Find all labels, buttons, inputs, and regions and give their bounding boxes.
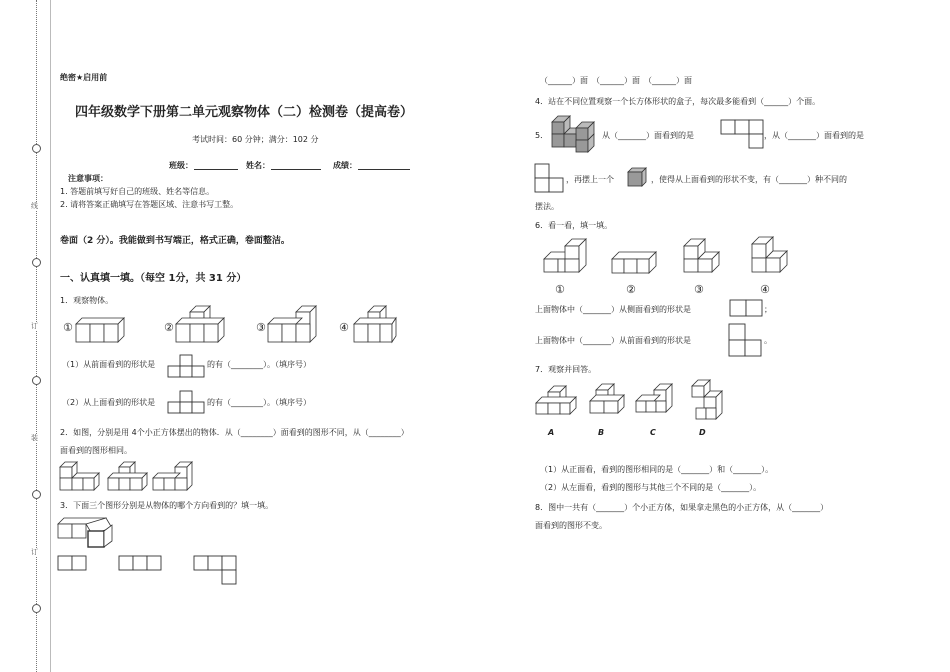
binding-hole: [32, 604, 41, 613]
q5-text-e: 摆法。: [535, 202, 559, 211]
q1-label: ③: [256, 321, 266, 334]
exam-info: 考试时间：60 分钟；满分：102 分: [192, 135, 319, 144]
q1-part1-text: （1）从前面看到的形状是: [62, 360, 156, 369]
page-border: [50, 0, 51, 672]
binding-dotted-line: [36, 0, 37, 672]
binding-margin: [0, 0, 48, 672]
neatness-line: 卷面（2 分）。我能做到书写端正，格式正确，卷面整洁。: [60, 236, 290, 246]
q6-figure-1: [544, 240, 588, 280]
name-field[interactable]: [271, 169, 321, 170]
q1-figure-2: [176, 310, 226, 342]
q3-stem: 3．下面三个图形分别是从物体的哪个方向看到的？填一填。: [60, 501, 274, 510]
q1-part2-shape: [168, 391, 204, 413]
binding-label: 订: [31, 322, 38, 330]
q7-figure-b: [590, 384, 626, 420]
q8-line1[interactable]: 8．图中一共有（_______）个小正方体，如果拿走黑色的小正方体，从（_______）: [535, 503, 829, 512]
q7-label: A: [548, 428, 555, 437]
q6-line2-end: 。: [764, 336, 772, 345]
q5-text-a[interactable]: 从（_______）面看到的是: [602, 131, 694, 140]
q6-label: ③: [694, 283, 704, 296]
binding-label: 订: [31, 548, 38, 556]
q7-label: B: [598, 428, 605, 437]
q1-part2-text: （2）从上面看到的形状是: [62, 398, 156, 407]
binding-hole: [32, 490, 41, 499]
page-title: 四年级数学下册第二单元观察物体（二）检测卷（提高卷）: [75, 105, 414, 120]
q5-view-2: [535, 164, 565, 192]
q6-shape-2: [729, 324, 761, 356]
name-label: 姓名：: [246, 161, 270, 170]
q1-part1-shape: [168, 355, 204, 377]
q5-text-b[interactable]: ，从（_______）面看到的是: [764, 131, 864, 140]
q2-line1: 2．如图，分别是用 4个小正方体摆出的物体．从（________）面看到的图形不同，从（________）: [60, 428, 409, 437]
q2-line2: 面看到的图形相同。: [60, 446, 132, 455]
q5-object: [552, 116, 598, 154]
q3-view-3: [194, 556, 236, 584]
q7-label: C: [650, 428, 656, 437]
q1-stem: 1．观察物体。: [60, 296, 114, 305]
q6-figure-4: [752, 236, 788, 280]
q3-object: [58, 518, 114, 548]
q8-line2: 面看到的图形不变。: [535, 521, 607, 530]
q6-line1[interactable]: 上面物体中（_______）从侧面看到的形状是: [535, 305, 691, 314]
q5-text-c: ，再摆上一个: [566, 175, 614, 184]
class-label: 班级：: [169, 161, 193, 170]
q1-label: ①: [63, 321, 73, 334]
q6-label: ①: [555, 283, 565, 296]
q3-view-2: [119, 556, 161, 570]
q5-text-d[interactable]: ，使得从上面看到的形状不变，有（_______）种不同的: [651, 175, 847, 184]
q1-label: ②: [164, 321, 174, 334]
q2-figure-1: [60, 461, 100, 491]
q1-figure-3: [268, 310, 318, 342]
q7-part2[interactable]: （2）从左面看，看到的图形与其他三个不同的是（_______）。: [540, 483, 762, 492]
secret-label: 绝密★启用前: [60, 73, 108, 82]
notes-item: 1. 答题前填写好自己的班级、姓名等信息。: [60, 187, 215, 196]
q1-part1-answer[interactable]: 的有（________）。（填序号）: [207, 360, 311, 369]
notes-heading: 注意事项：: [68, 174, 108, 183]
binding-label: 线: [31, 202, 38, 210]
cube-icon: [628, 168, 648, 188]
binding-hole: [32, 376, 41, 385]
q1-label: ④: [339, 321, 349, 334]
q5-number: 5．: [535, 131, 549, 140]
notes-item: 2. 请将答案正确填写在答题区域、注意书写工整。: [60, 200, 239, 209]
q6-figure-2: [612, 252, 658, 280]
q7-label: D: [699, 428, 706, 437]
q2-figure-2: [108, 461, 148, 491]
q6-shape-1: [730, 300, 762, 316]
score-label: 成绩：: [333, 161, 357, 170]
score-field[interactable]: [358, 169, 410, 170]
q3-view-1: [58, 556, 86, 570]
q4-text: 4．站在不同位置观察一个长方体形状的盒子，每次最多能看到（______）个面。: [535, 97, 821, 106]
section-heading: 一、认真填一填。（每空 1分，共 31 分）: [60, 273, 247, 284]
q7-figure-a: [536, 386, 578, 422]
q6-stem: 6．看一看，填一填。: [535, 221, 613, 230]
q6-label: ④: [760, 283, 770, 296]
q6-figure-3: [684, 240, 720, 280]
q3-answers[interactable]: （______）面 （______）面 （______）面: [540, 76, 692, 85]
q5-view-1: [721, 120, 763, 148]
binding-hole: [32, 258, 41, 267]
q6-line1-end: ；: [764, 305, 772, 314]
q7-figure-d: [692, 380, 726, 422]
q1-figure-4: [354, 310, 398, 342]
q7-figure-c: [636, 384, 678, 420]
q2-figure-3: [153, 461, 193, 491]
binding-label: 装: [31, 434, 38, 442]
q6-line2[interactable]: 上面物体中（_______）从前面看到的形状是: [535, 336, 691, 345]
q1-figure-1: [76, 316, 126, 342]
q7-stem: 7．观察并回答。: [535, 365, 597, 374]
q7-part1[interactable]: （1）从正面看，看到的图形相同的是（_______）和（_______）。: [540, 465, 774, 474]
binding-hole: [32, 144, 41, 153]
q1-part2-answer[interactable]: 的有（________）。（填序号）: [207, 398, 311, 407]
q6-label: ②: [626, 283, 636, 296]
class-field[interactable]: [194, 169, 238, 170]
